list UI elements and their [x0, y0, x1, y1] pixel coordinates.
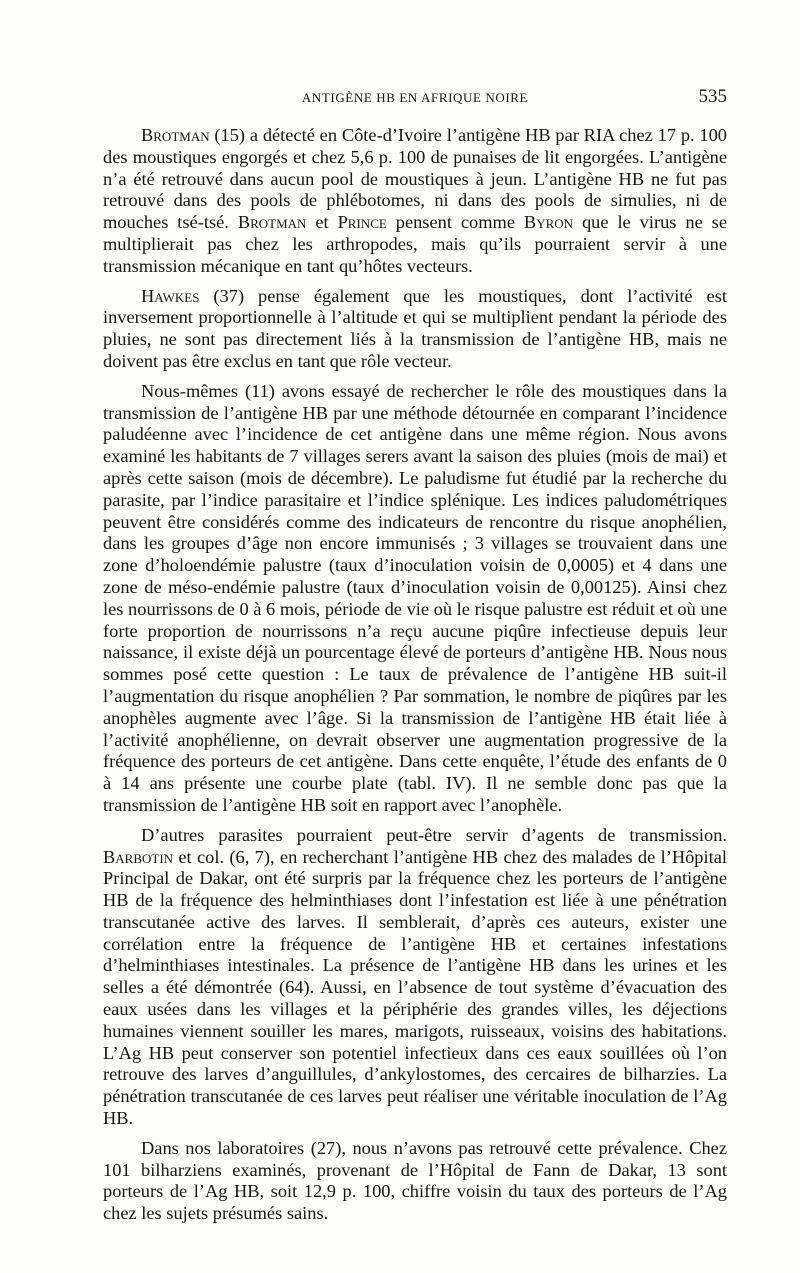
paragraph-text: que le virus ne se multiplierait pas chez les arthropodes, mais qu’ils pourraient servir à une transmission mécanique en tant qu’hôtes vecteurs.	[103, 212, 727, 276]
paragraph	[103, 125, 727, 278]
author-name: Barbotin	[103, 846, 174, 867]
paragraph-text: pensent comme	[386, 212, 524, 233]
author-name: Byron	[523, 212, 574, 233]
paragraph-text: et col. (6, 7), en recherchant l’antigène HB chez des malades de l’Hôpital Principal de Dakar, ont été surpris par la fréquence chez les porteurs de l’antigène HB de la fréquence des helminthiases dont l’infestation est liée à une pénétration transcutanée active des larves. Il semblerait, d’après ces auteurs, exister une corrélation entre la fréquence de l’antigène HB et certaines infestations d’helminthiases intestinales. La présence de l’antigène HB dans les urines et les selles a été démontrée (64). Aussi, en l’absence de tout système d’évacuation des eaux usées dans les villages et la périphérie des grandes villes, les déjections humaines viennent souiller les mares, marigots, ruisseaux, voisins des habitations. L’Ag HB peut conserver son potentiel infectieux dans ces eaux souillées où l’on retrouve des larves d’anguillules, d’ankylostomes, des cercaires de bilharzies. La pénétration transcutanée de ces larves peut réaliser une véritable inoculation de l’Ag HB.	[103, 846, 727, 1129]
paragraph	[103, 1138, 727, 1225]
paragraph-text: (37) pense également que les moustiques, dont l’activité est inversement proportionnelle à l’altitude et qui se multiplient pendant la période des pluies, ne sont pas directement liés à la transmission de l’antigène HB, mais ne doivent pas être exclus en tant que rôle vecteur.	[103, 285, 727, 371]
paragraph-text: D’autres parasites pourraient peut-être servir d’agents de transmission.	[141, 824, 727, 845]
paragraph-text: et	[306, 212, 338, 233]
author-name: Prince	[337, 212, 387, 233]
article-body	[103, 125, 727, 1233]
running-header	[103, 88, 727, 110]
author-name: Hawkes	[141, 285, 200, 306]
paragraph	[103, 825, 727, 1130]
paragraph-text: (15) a détecté en Côte-d’Ivoire l’antigène HB par RIA chez 17 p. 100 des moustiques engorgés et chez 5,6 p. 100 de punaises de lit engorgées. L’antigène n’a été retrouvé dans aucun pool de moustiques à jeun. L’antigène HB ne fut pas retrouvé dans des pools de phlébotomes, ni dans des pools de simulies, ni de mouches tsé-tsé.	[103, 125, 727, 233]
paragraph-text: Dans nos laboratoires (27), nous n’avons pas retrouvé cette prévalence. Chez 101 bilharziens examinés, provenant de l’Hôpital de Fann de Dakar, 13 sont porteurs de l’Ag HB, soit 12,9 p. 100, chiffre voisin du taux des porteurs de l’Ag chez les sujets présumés sains.	[103, 1137, 727, 1224]
paragraph	[103, 381, 727, 817]
running-title: ANTIGÈNE HB EN AFRIQUE NOIRE	[301, 90, 529, 105]
author-name: Brotman	[141, 125, 210, 145]
paragraph-text: Nous-mêmes (11) avons essayé de rechercher le rôle des moustiques dans la transmission de l’antigène HB par une méthode détournée en comparant l’incidence paludéenne avec l’incidence de cet antigène dans une même région. Nous avons examiné les habitants de 7 villages serers avant la saison des pluies (mois de mai) et après cette saison (mois de décembre). Le paludisme fut étudié par la recherche du parasite, par l’indice parasitaire et l’indice splénique. Les indices paludométriques peuvent être considérés comme des indicateurs de rencontre du risque anophélien, dans les groupes d’âge non encore immunisés ; 3 villages se trouvaient dans une zone d’holoendémie palustre (taux d’inoculation voisin de 0,0005) et 4 dans une zone de méso-endémie palustre (taux d’inoculation voisin de 0,00125). Ainsi chez les nourrissons de 0 à 6 mois, période de vie où le risque palustre est réduit et où une forte proportion de nourrissons n’a reçu aucune piqûre infectieuse depuis leur naissance, il existe déjà un pourcentage élevé de porteurs d’antigène HB. Nous nous sommes posé cette question : Le taux de prévalence de l’antigène HB suit-il l’augmentation du risque anophélien ? Par sommation, le nombre de piqûres par les anophèles augmente avec l’âge. Si la transmission de l’antigène HB était liée à l’activité anophélienne, on devrait observer une augmentation progressive de la fréquence des porteurs de cet antigène. Dans cette enquête, l’étude des enfants de 0 à 14 ans présente une courbe plate (tabl. IV). Il ne semble donc pas que la transmission de l’antigène HB soit en rapport avec l’anophèle.	[103, 380, 727, 815]
author-name: Brotman	[237, 212, 307, 233]
paragraph	[103, 286, 727, 373]
page-number: 535	[698, 86, 727, 107]
